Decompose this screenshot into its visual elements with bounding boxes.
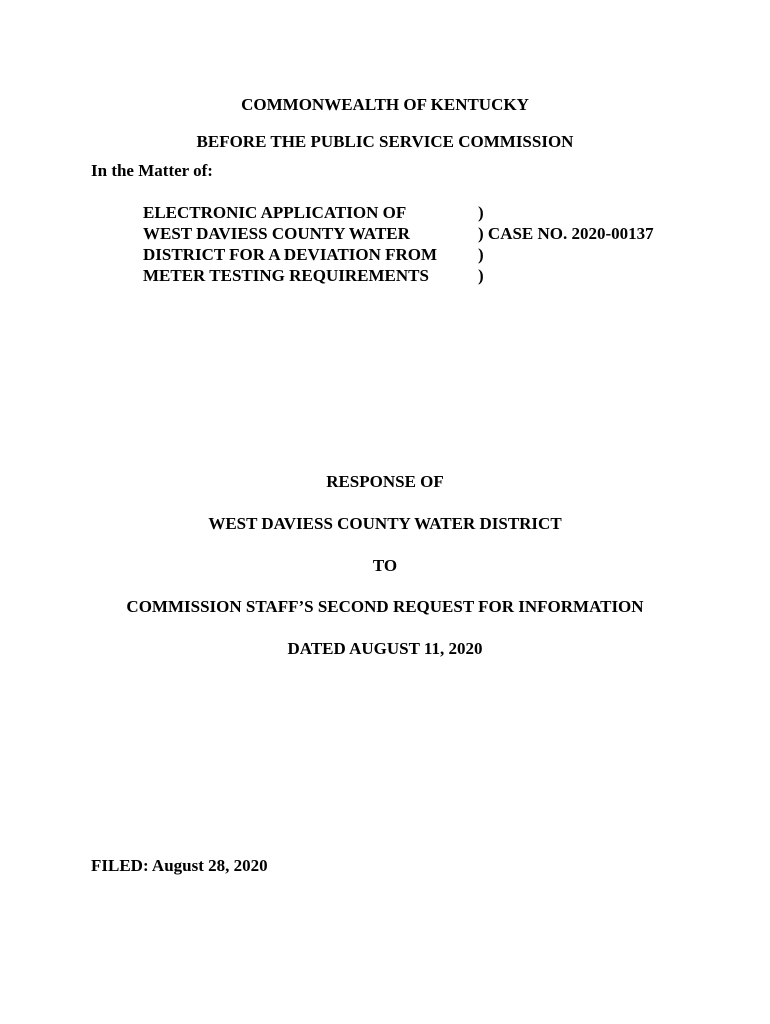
caption-row bbox=[143, 203, 703, 224]
case-number: ) CASE NO. 2020-00137 bbox=[478, 224, 654, 243]
commission-heading: BEFORE THE PUBLIC SERVICE COMMISSION bbox=[196, 132, 574, 151]
district-heading: WEST DAVIESS COUNTY WATER DISTRICT bbox=[208, 514, 562, 533]
matter-label: In the Matter of: bbox=[91, 161, 213, 180]
caption-row bbox=[143, 266, 703, 287]
dated-heading: DATED AUGUST 11, 2020 bbox=[287, 639, 483, 658]
commonwealth-heading: COMMONWEALTH OF KENTUCKY bbox=[241, 95, 529, 114]
caption-text: DISTRICT FOR A DEVIATION FROM bbox=[143, 245, 438, 264]
caption-text: ELECTRONIC APPLICATION OF bbox=[143, 203, 407, 222]
caption-bracket: ) bbox=[478, 266, 484, 285]
response-of-heading: RESPONSE OF bbox=[326, 472, 444, 491]
to-heading: TO bbox=[372, 556, 398, 575]
caption-row bbox=[143, 245, 703, 266]
caption-text: METER TESTING REQUIREMENTS bbox=[143, 266, 429, 285]
request-heading: COMMISSION STAFF’S SECOND REQUEST FOR INFORMATION bbox=[126, 597, 644, 616]
caption-bracket: ) bbox=[478, 203, 484, 222]
filed-date: FILED: August 28, 2020 bbox=[91, 856, 268, 875]
caption-text: WEST DAVIESS COUNTY WATER bbox=[143, 224, 410, 243]
caption-bracket: ) bbox=[478, 245, 484, 264]
caption-row bbox=[143, 224, 703, 245]
